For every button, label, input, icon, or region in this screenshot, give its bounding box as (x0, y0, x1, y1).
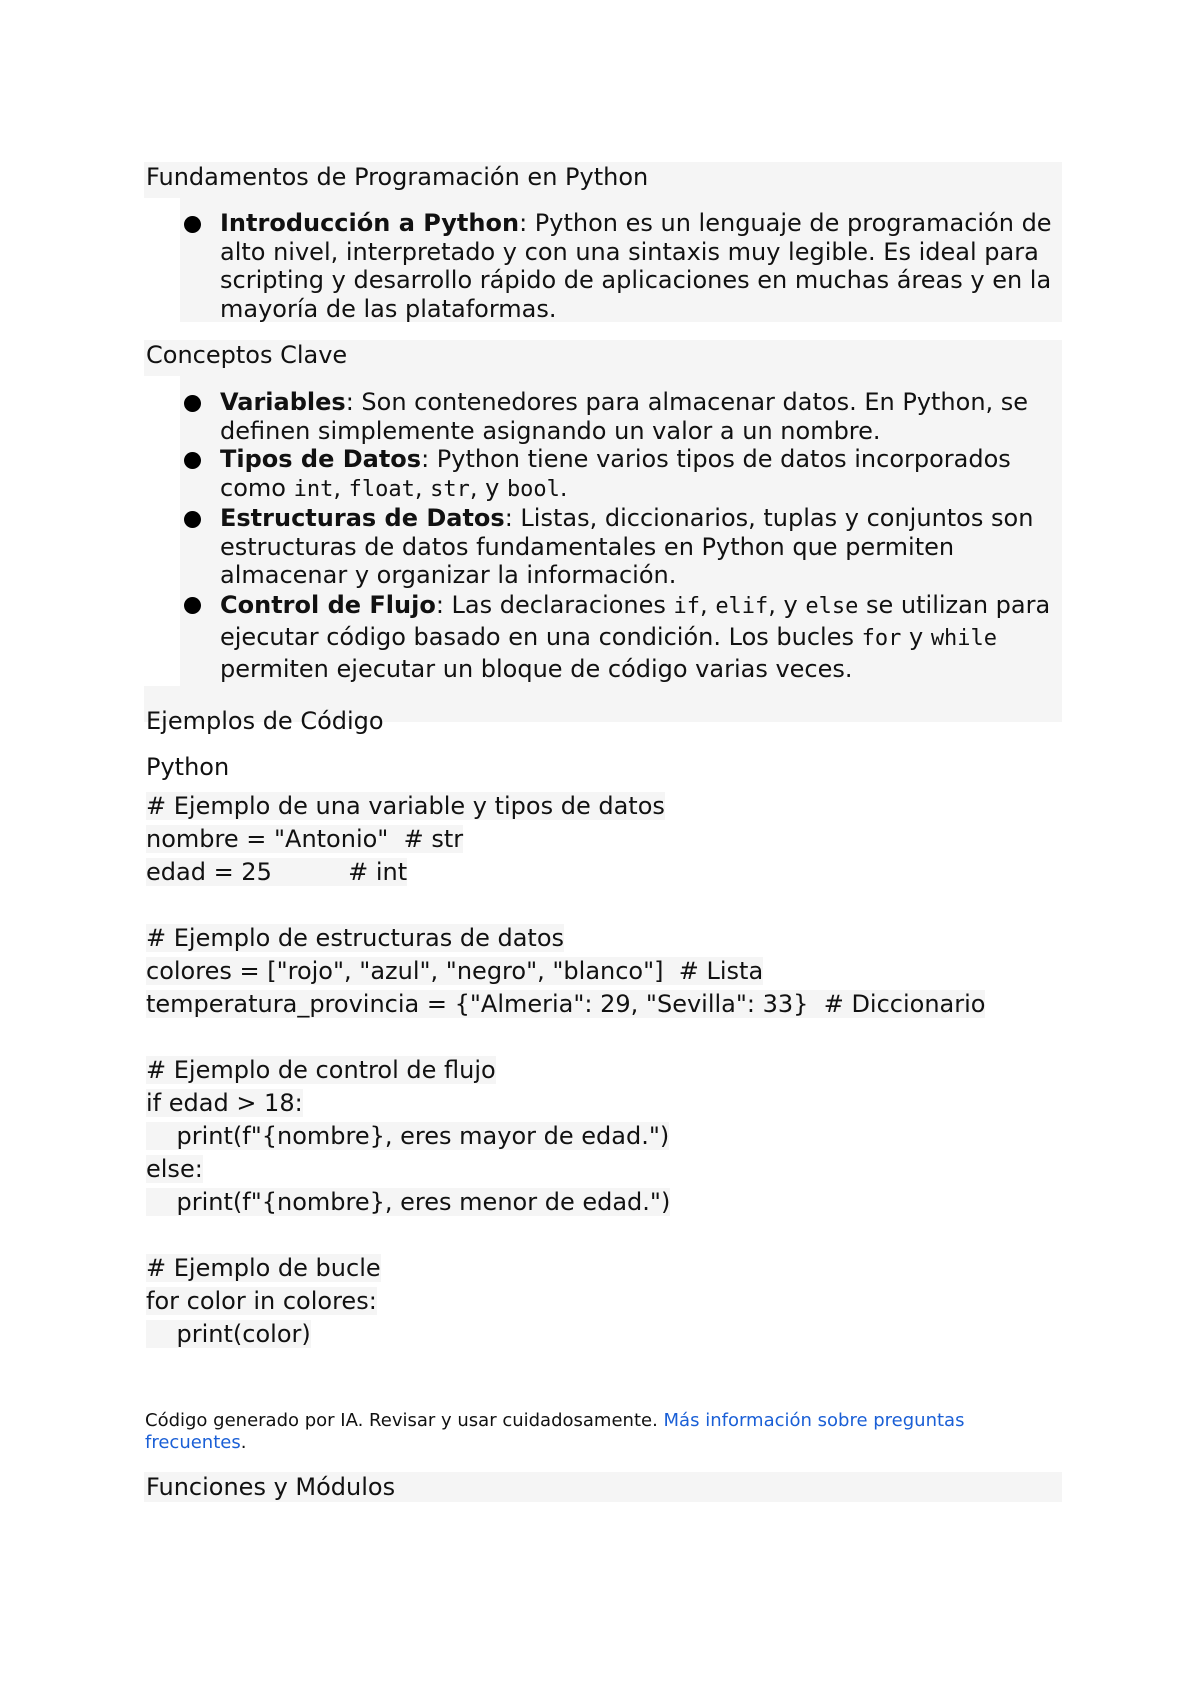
code-text: if edad > 18: (146, 1089, 303, 1117)
concepts-list (184, 388, 1064, 685)
separator: , (333, 473, 349, 502)
list-item-text: permiten ejecutar un bloque de código varias veces. (220, 654, 853, 683)
list-item (184, 504, 1064, 590)
list-item-term: Estructuras de Datos (220, 504, 505, 532)
list-item-text: : Las declaraciones (435, 590, 674, 619)
code-line (146, 1087, 985, 1120)
code-line (146, 1219, 985, 1252)
list-item-text: : Son contenedores para almacenar datos. En Python, se definen simplemente asignando un valor a un nombre. (220, 388, 1029, 445)
list-item (184, 590, 1064, 685)
code-line (146, 1054, 985, 1087)
intro-list (184, 209, 1064, 323)
code-line (146, 955, 985, 988)
code-text: for color in colores: (146, 1287, 377, 1315)
disclaimer-end: . (240, 1432, 247, 1453)
separator: , (414, 473, 431, 502)
list-item-text: : Listas, diccionarios, tuplas y conjuntos son estructuras de datos fundamentales en Python que permiten almacenar y organizar la información. (220, 504, 1034, 589)
code-line (146, 790, 985, 823)
bullet-icon (184, 216, 201, 233)
code-line (146, 1252, 985, 1285)
list-item-text: : Python es un lenguaje de programación de alto nivel, interpretado y con una sintaxis muy legible. Es ideal para scripting y desarrollo rápido de aplicaciones en muchas áreas y en la mayoría de las plataformas. (220, 209, 1052, 323)
inline-code: float (348, 476, 415, 502)
code-line (146, 988, 985, 1021)
code-text: colores = ["rojo", "azul", "negro", "blanco"] # Lista (146, 957, 764, 985)
code-language-label: Python (146, 753, 230, 781)
inline-code: str (430, 476, 470, 502)
code-text: # Ejemplo de estructuras de datos (146, 924, 565, 952)
inline-code: while (930, 625, 998, 651)
list-item (184, 388, 1064, 445)
code-text: print(f"{nombre}, eres menor de edad.") (146, 1188, 671, 1216)
section-heading-funciones: Funciones y Módulos (146, 1473, 396, 1501)
code-text: # Ejemplo de control de flujo (146, 1056, 496, 1084)
disclaimer-text: Código generado por IA. Revisar y usar cuidadosamente. (145, 1410, 664, 1431)
code-text: # Ejemplo de bucle (146, 1254, 381, 1282)
code-line (146, 1186, 985, 1219)
code-text: else: (146, 1155, 203, 1183)
code-text: print(color) (146, 1320, 311, 1348)
inline-code: if (673, 593, 701, 619)
separator: , y (469, 473, 507, 502)
inline-code: elif (715, 593, 769, 619)
list-item (184, 445, 1064, 504)
inline-code: else (805, 593, 859, 619)
code-line (146, 889, 985, 922)
separator: y (901, 622, 931, 651)
code-text: nombre = "Antonio" # str (146, 825, 464, 853)
list-item-term: Tipos de Datos (220, 445, 422, 473)
list-item-text: se utilizan para ejecutar código basado en una condición. Los bucles (220, 590, 1051, 651)
list-item-text: : Python tiene varios tipos de datos incorporados como (220, 445, 1011, 502)
code-line (146, 1153, 985, 1186)
code-text: print(f"{nombre}, eres mayor de edad.") (146, 1122, 670, 1150)
faq-link[interactable]: Más información sobre preguntas frecuentes (145, 1410, 965, 1453)
separator: . (559, 473, 568, 502)
code-block[interactable] (146, 790, 985, 1351)
list-item-term: Variables (220, 388, 346, 416)
bullet-icon (184, 511, 201, 528)
code-text: edad = 25 # int (146, 858, 408, 886)
list-item-term: Introducción a Python (220, 209, 520, 237)
separator: , (700, 590, 716, 619)
inline-code: for (861, 625, 902, 651)
code-line (146, 856, 985, 889)
code-line (146, 1021, 985, 1054)
inline-code: int (293, 476, 334, 502)
code-line (146, 823, 985, 856)
list-item-term: Control de Flujo (220, 590, 436, 619)
code-line (146, 922, 985, 955)
code-text: # Ejemplo de una variable y tipos de datos (146, 792, 665, 820)
bullet-icon (184, 597, 201, 614)
section-heading-fundamentos: Fundamentos de Programación en Python (146, 163, 649, 191)
list-item (184, 209, 1064, 323)
section-heading-conceptos: Conceptos Clave (146, 341, 348, 369)
separator: , y (768, 590, 806, 619)
code-line (146, 1120, 985, 1153)
bullet-icon (184, 395, 201, 412)
code-line (146, 1318, 985, 1351)
section-heading-ejemplos: Ejemplos de Código (146, 707, 384, 735)
code-line (146, 1285, 985, 1318)
bullet-icon (184, 452, 201, 469)
code-text: temperatura_provincia = {"Almeria": 29, "Sevilla": 33} # Diccionario (146, 990, 986, 1018)
ai-disclaimer (145, 1410, 1005, 1454)
inline-code: bool (506, 476, 560, 502)
